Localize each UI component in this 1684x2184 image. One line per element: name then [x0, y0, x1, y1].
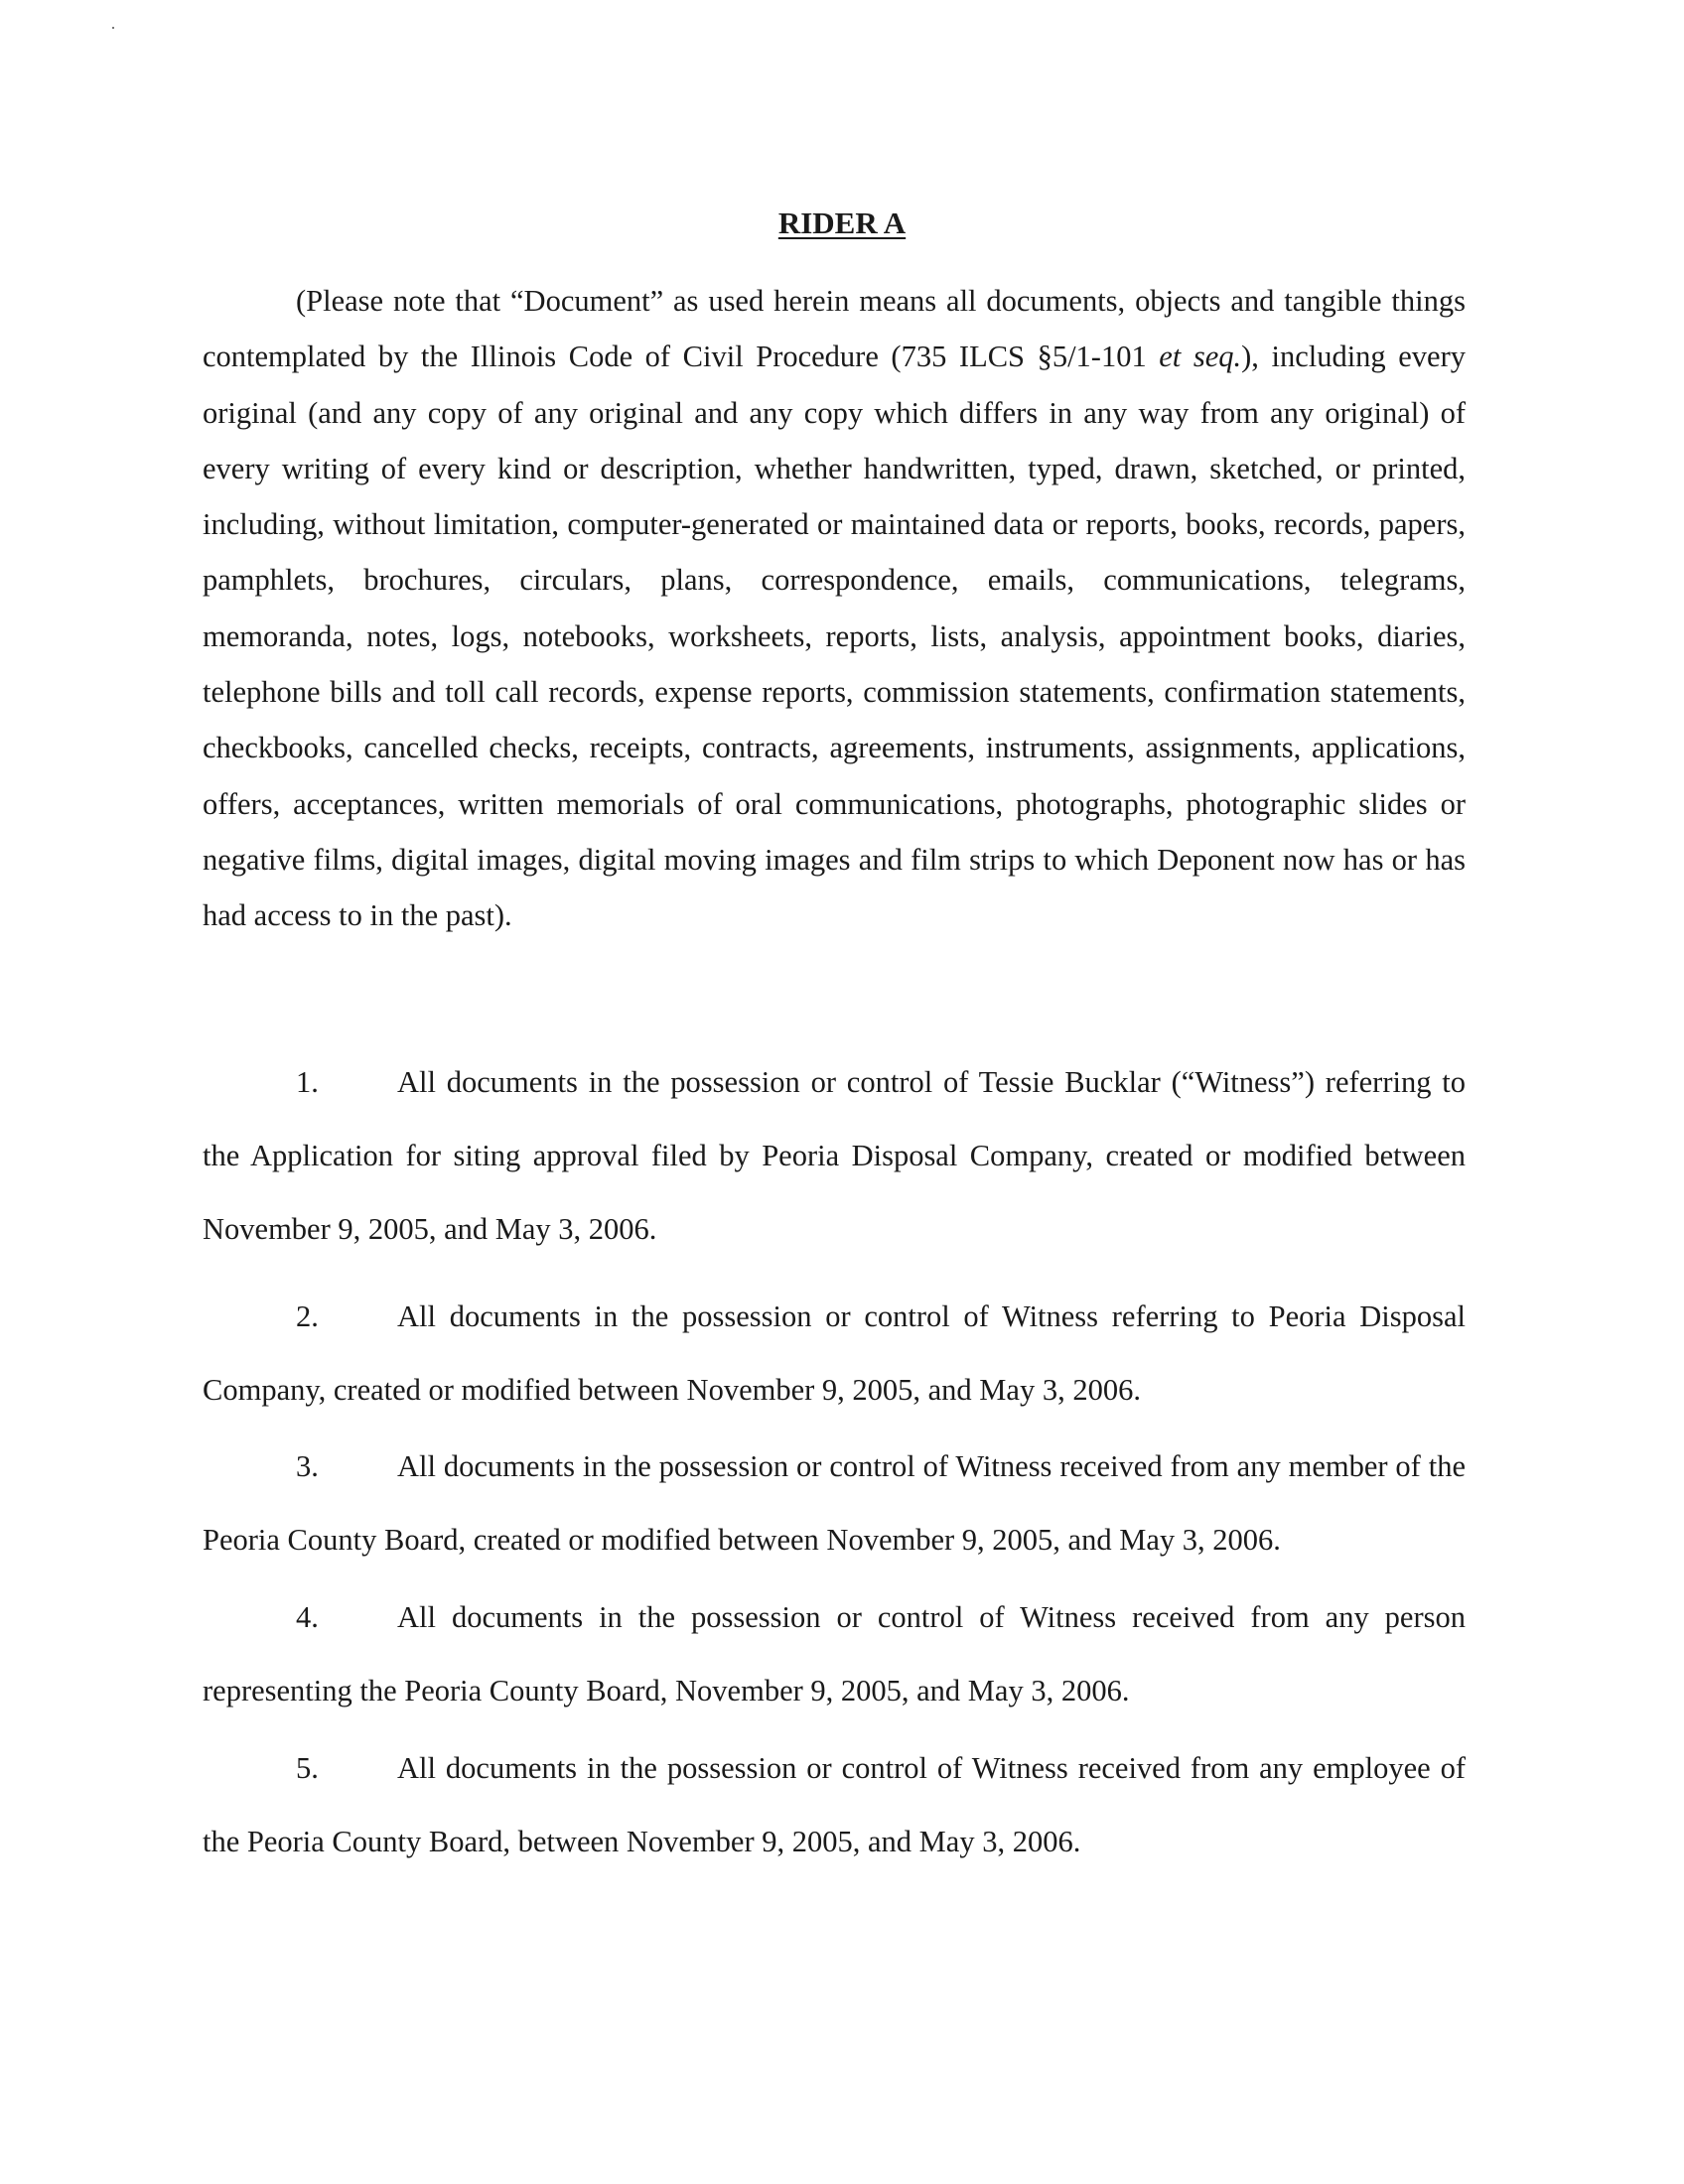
- request-number: 1.: [296, 1065, 319, 1099]
- request-text: All documents in the possession or control of Tessie Bucklar (“Witness”) referring to the Application for siting approval filed by Peoria Disposal Company, created or modified between November 9, 2005, and May 3, 2006.: [203, 1065, 1466, 1246]
- request-text: All documents in the possession or control of Witness received from any person representing the Peoria County Board, November 9, 2005, and May 3, 2006.: [203, 1600, 1466, 1707]
- definition-text-end: ), including every original (and any copy of any original and any copy which differs in any way from any original) of every writing of every kind or description, whether handwritten, typed, drawn, sketched, or printed, including, without limitation, computer-generated or maintained data or reports, books, records, papers, pamphlets, brochures, circulars, plans, correspondence, emails, communications, telegrams, memoranda, notes, logs, notebooks, worksheets, reports, lists, analysis, appointment books, diaries, telephone bills and toll call records, expense reports, commission statements, confirmation statements, checkbooks, cancelled checks, receipts, contracts, agreements, instruments, assignments, applications, offers, acceptances, written memorials of oral communications, photographs, photographic slides or negative films, digital images, digital moving images and film strips to which Deponent now has or has had access to in the past).: [203, 340, 1466, 933]
- request-number: 4.: [296, 1600, 319, 1634]
- definition-paragraph: [203, 273, 1466, 944]
- request-number: 3.: [296, 1449, 319, 1483]
- request-item-4: [203, 1580, 1466, 1727]
- request-text: All documents in the possession or control of Witness referring to Peoria Disposal Company, created or modified between November 9, 2005, and May 3, 2006.: [203, 1299, 1466, 1407]
- request-text: All documents in the possession or control of Witness received from any member of the Peoria County Board, created or modified between November 9, 2005, and May 3, 2006.: [203, 1449, 1466, 1557]
- request-item-2: [203, 1280, 1466, 1427]
- document-title: [0, 204, 1684, 243]
- scan-speck: [112, 27, 114, 29]
- title-text: RIDER A: [777, 205, 907, 240]
- request-item-3: [203, 1430, 1466, 1576]
- request-number: 5.: [296, 1751, 319, 1785]
- request-item-1: [203, 1045, 1466, 1266]
- definition-text-start: (Please note that “Document” as used herein means all documents, objects and tangible things contemplated by the Illinois Code of Civil Procedure (735 ILCS §5/1-101: [203, 284, 1466, 374]
- definition-italic-term: et seq.: [1159, 340, 1242, 374]
- request-text: All documents in the possession or control of Witness received from any employee of the Peoria County Board, between November 9, 2005, and May 3, 2006.: [203, 1751, 1466, 1858]
- request-item-5: [203, 1731, 1466, 1878]
- request-number: 2.: [296, 1299, 319, 1333]
